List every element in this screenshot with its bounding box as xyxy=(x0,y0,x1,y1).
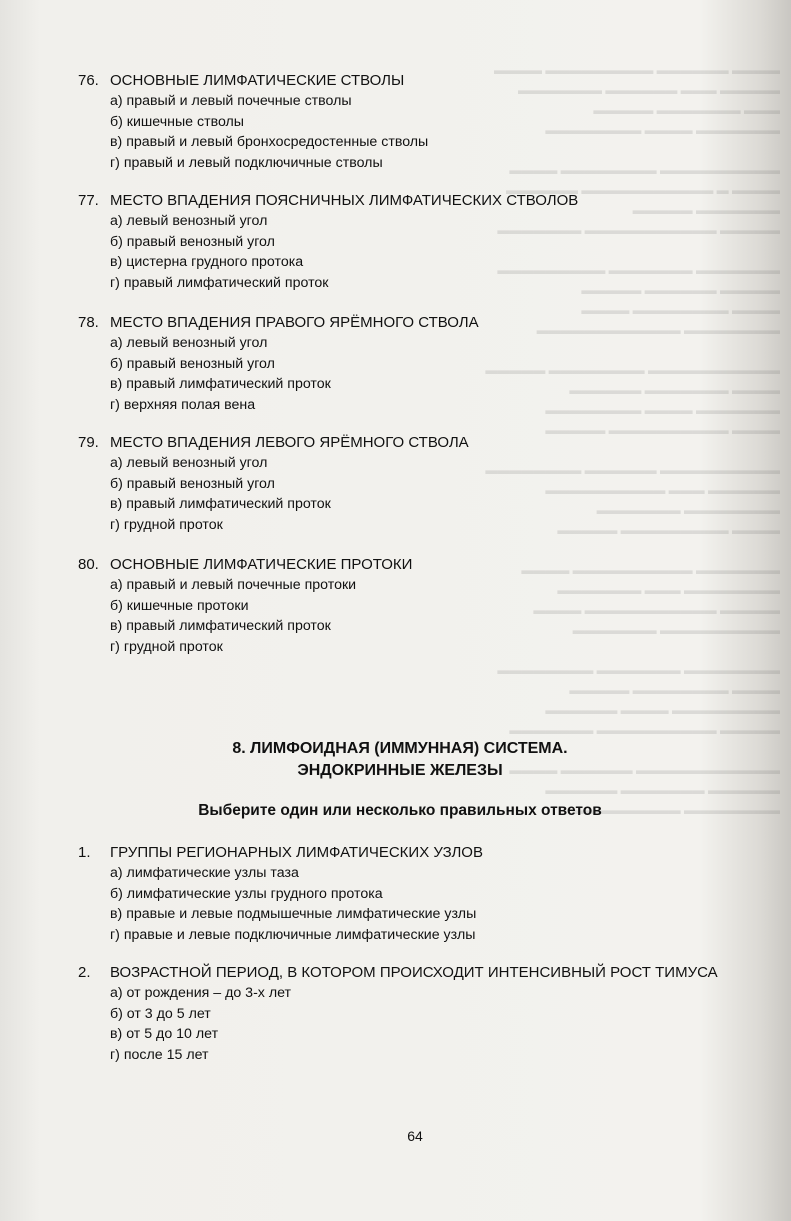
answer-option: г) грудной проток xyxy=(110,516,223,533)
answer-option: в) правые и левые подмышечные лимфатические узлы xyxy=(110,906,477,922)
question-text: МЕСТО ВПАДЕНИЯ ПОЯСНИЧНЫХ ЛИМФАТИЧЕСКИХ СТВОЛОВ xyxy=(110,192,579,209)
question-number: 79. xyxy=(78,434,99,451)
answer-option: б) правый венозный угол xyxy=(110,233,275,250)
answer-option: г) правые и левые подключичные лимфатические узлы xyxy=(110,926,476,943)
answer-option: б) правый венозный угол xyxy=(110,475,275,492)
section-instruction: Выберите один или несколько правильных ответов xyxy=(198,802,602,819)
question-78 xyxy=(78,312,758,415)
question-text: ОСНОВНЫЕ ЛИМФАТИЧЕСКИЕ СТВОЛЫ xyxy=(110,72,405,89)
answer-option: г) после 15 лет xyxy=(110,1046,209,1063)
show-through-text: ▬▬▬▬ ▬▬▬▬▬▬ ▬▬▬▬▬▬▬▬▬ ▬▬▬▬ ▬▬▬▬▬ ▬▬▬ ▬▬▬▬▬▬ ▬▬▬▬▬▬▬ ▬▬▬ ▬▬▬▬▬▬▬ ▬▬▬▬▬ ▬▬▬▬▬▬▬ ▬▬▬▬ ▬▬▬▬▬▬▬▬ ▬▬▬▬▬▬▬▬▬▬ ▬▬▬▬▬▬▬▬ ▬▬▬▬ ▬▬▬▬ ▬ ▬▬▬▬▬▬▬▬▬▬▬ ▬▬▬▬▬▬ ▬▬▬▬▬▬▬ ▬▬▬▬▬ ▬▬▬▬▬ ▬▬▬▬▬▬▬▬▬▬▬ ▬▬▬▬▬▬▬ ▬▬▬▬▬▬▬ ▬▬▬▬▬▬▬ ▬▬▬▬▬▬▬▬▬ ▬▬▬▬▬ ▬▬▬▬▬▬ ▬▬▬▬▬ ▬▬▬▬ ▬▬▬▬▬▬▬▬ ▬▬▬▬ ▬▬▬▬▬▬▬▬ ▬▬▬▬▬▬▬▬▬▬▬▬ ▬▬▬▬▬▬▬▬▬▬▬ ▬▬▬▬▬▬▬▬ ▬▬▬▬▬ ▬▬▬▬ ▬▬▬▬▬▬▬ ▬▬▬▬▬▬ ▬▬▬▬▬▬▬ ▬▬▬▬ ▬▬▬▬▬▬▬▬ ▬▬▬▬ ▬▬▬▬▬▬▬▬▬▬ ▬▬▬▬▬ ▬▬▬▬▬▬▬▬▬▬ ▬▬▬▬▬▬ ▬▬▬▬▬▬▬▬ ▬▬▬▬▬▬ ▬▬▬ ▬▬▬▬▬▬▬▬▬▬ ▬▬▬▬▬▬▬▬ ▬▬▬▬▬▬▬ ▬▬▬▬ ▬▬▬▬▬▬▬▬▬ ▬▬▬▬▬ ▬▬▬▬▬▬▬ ▬▬▬▬▬▬▬▬▬▬ ▬▬▬▬ ▬▬▬▬▬▬▬▬ ▬▬▬ ▬▬▬▬▬▬▬ ▬▬▬▬▬ ▬▬▬▬▬▬▬▬▬▬▬ ▬▬▬▬ ▬▬▬▬▬▬▬▬▬▬ ▬▬▬▬▬▬▬ ▬▬▬▬▬▬▬▬ ▬▬▬▬▬▬▬ ▬▬▬▬▬▬▬▬ ▬▬▬▬ ▬▬▬▬▬▬▬▬ ▬▬▬▬▬ ▬▬▬▬▬▬▬▬▬ ▬▬▬▬ ▬▬▬▬▬▬ ▬▬▬▬▬ ▬▬▬▬▬▬▬▬▬▬ ▬▬▬▬▬▬▬ ▬▬▬▬▬▬▬▬▬▬▬▬ ▬▬▬▬▬▬ ▬▬▬▬ ▬▬▬▬▬▬ ▬▬▬▬▬▬▬ ▬▬▬▬▬▬ ▬▬▬▬▬▬▬▬ ▬▬▬▬▬▬▬▬▬ xyxy=(485,63,780,817)
answer-option: а) от рождения – до 3-х лет xyxy=(110,985,292,1001)
answer-option: а) правый и левый почечные стволы xyxy=(110,93,352,109)
answer-option: г) правый и левый подключичные стволы xyxy=(110,154,383,171)
question-number: 76. xyxy=(78,72,99,89)
question-text: МЕСТО ВПАДЕНИЯ ПРАВОГО ЯРЁМНОГО СТВОЛА xyxy=(110,314,479,331)
question-1 xyxy=(78,842,758,945)
answer-option: а) правый и левый почечные протоки xyxy=(110,577,357,593)
question-number: 80. xyxy=(78,556,99,573)
answer-option: б) от 3 до 5 лет xyxy=(110,1005,211,1022)
answer-option: в) правый лимфатический проток xyxy=(110,618,331,634)
section-title-line-1: 8. ЛИМФОИДНАЯ (ИММУННАЯ) СИСТЕМА. xyxy=(232,740,568,757)
question-text: ОСНОВНЫЕ ЛИМФАТИЧЕСКИЕ ПРОТОКИ xyxy=(110,556,413,573)
answer-option: в) правый лимфатический проток xyxy=(110,496,331,512)
answer-option: г) верхняя полая вена xyxy=(110,396,256,413)
page-number: 64 xyxy=(407,1128,423,1144)
question-80 xyxy=(78,554,758,657)
question-2 xyxy=(78,962,758,1065)
answer-option: г) правый лимфатический проток xyxy=(110,274,329,291)
answer-option: а) левый венозный угол xyxy=(110,455,268,471)
answer-option: в) правый лимфатический проток xyxy=(110,376,331,392)
section-title-line-2: ЭНДОКРИННЫЕ ЖЕЛЕЗЫ xyxy=(297,762,503,779)
answer-option: в) цистерна грудного протока xyxy=(110,254,304,270)
question-number: 2. xyxy=(78,964,91,981)
question-text: ГРУППЫ РЕГИОНАРНЫХ ЛИМФАТИЧЕСКИХ УЗЛОВ xyxy=(110,844,483,861)
answer-option: б) кишечные стволы xyxy=(110,113,245,130)
question-number: 77. xyxy=(78,192,99,209)
answer-option: в) правый и левый бронхосредостенные стволы xyxy=(110,134,429,150)
question-79 xyxy=(78,432,758,535)
question-text: МЕСТО ВПАДЕНИЯ ЛЕВОГО ЯРЁМНОГО СТВОЛА xyxy=(110,434,469,451)
answer-option: б) лимфатические узлы грудного протока xyxy=(110,885,383,902)
answer-option: б) кишечные протоки xyxy=(110,597,249,614)
question-number: 78. xyxy=(78,314,99,331)
answer-option: а) лимфатические узлы таза xyxy=(110,865,299,881)
answer-option: в) от 5 до 10 лет xyxy=(110,1026,219,1042)
answer-option: г) грудной проток xyxy=(110,638,223,655)
answer-option: б) правый венозный угол xyxy=(110,355,275,372)
question-76 xyxy=(78,70,758,173)
question-number: 1. xyxy=(78,844,91,861)
section-title xyxy=(120,738,680,782)
answer-option: а) левый венозный угол xyxy=(110,335,268,351)
question-77 xyxy=(78,190,758,293)
question-text: ВОЗРАСТНОЙ ПЕРИОД, В КОТОРОМ ПРОИСХОДИТ ИНТЕНСИВНЫЙ РОСТ ТИМУСА xyxy=(110,964,718,981)
answer-option: а) левый венозный угол xyxy=(110,213,268,229)
